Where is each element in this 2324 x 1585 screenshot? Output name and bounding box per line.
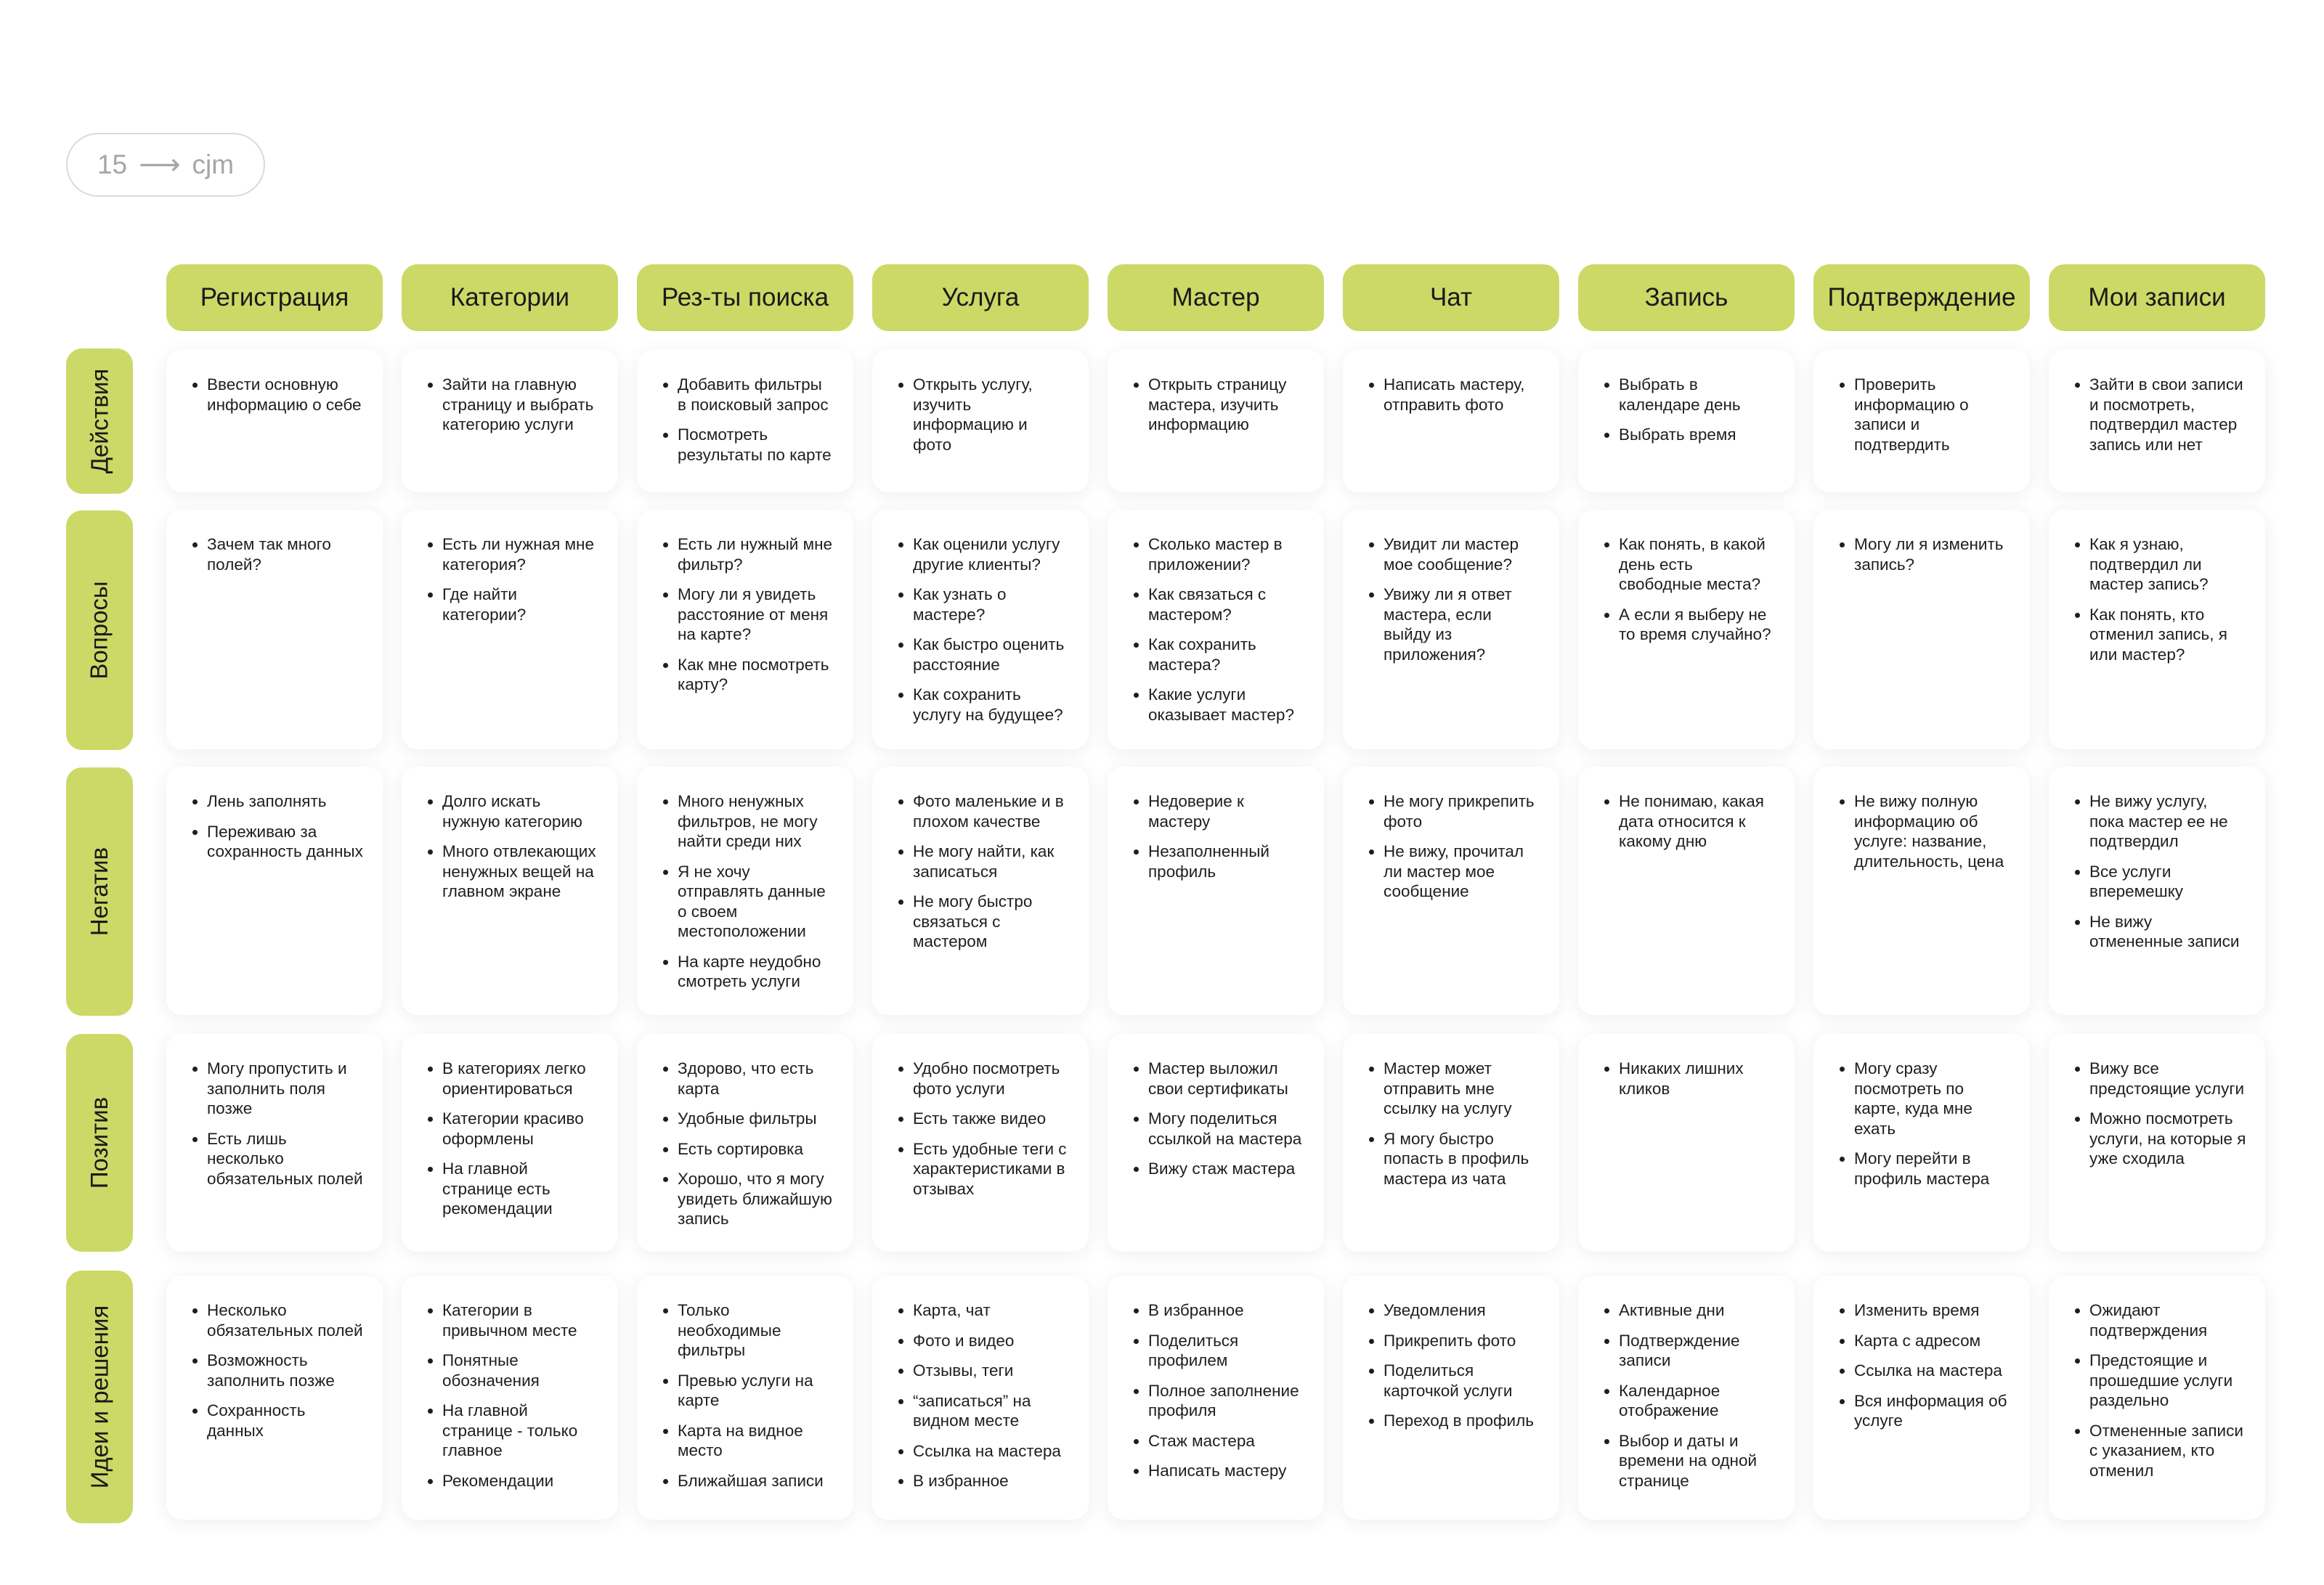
list-item: • Можно посмотреть услуги, на которые я уже сходила — [2089, 1109, 2246, 1169]
list-item: • Есть лишь несколько обязательных полей — [207, 1129, 364, 1189]
list-item: • Как мне посмотреть карту? — [678, 655, 834, 695]
list-item: • Мастер выложил свои сертификаты — [1148, 1059, 1305, 1099]
bullet-list — [1597, 375, 1776, 445]
list-item: • Как связаться с мастером? — [1148, 584, 1305, 624]
list-item: • Не вижу полную информацию об услуге: название, длительность, цена — [1854, 791, 2011, 871]
row-header-label: Негатив — [86, 847, 113, 937]
list-item: • В избранное — [1148, 1300, 1305, 1321]
column-header-booking: Запись — [1578, 264, 1795, 331]
cell-actions-my-bookings — [2049, 350, 2265, 492]
bullet-list — [185, 1300, 364, 1441]
cell-positive-service — [872, 1034, 1089, 1252]
list-item: • Фото и видео — [913, 1331, 1070, 1351]
list-item: • Недоверие к мастеру — [1148, 791, 1305, 831]
list-item: • Выбрать время — [1619, 425, 1776, 445]
bullet-list — [1126, 1059, 1305, 1179]
list-item: • Изменить время — [1854, 1300, 2011, 1321]
list-item: • Категории красиво оформлены — [442, 1109, 599, 1149]
list-item: • Как сохранить услугу на будущее? — [913, 685, 1070, 725]
list-item: • На главной странице - только главное — [442, 1401, 599, 1461]
list-item: • Как узнать о мастере? — [913, 584, 1070, 624]
cell-ideas-search-results — [637, 1276, 853, 1520]
arrow-right-icon: ⟶ — [139, 149, 181, 181]
list-item: • Какие услуги оказывает мастер? — [1148, 685, 1305, 725]
row-header-questions — [66, 510, 133, 750]
list-item: • Не вижу отмененные записи — [2089, 912, 2246, 952]
bullet-list — [1362, 1059, 1540, 1189]
list-item: • Есть удобные теги с характеристиками в отзывах — [913, 1139, 1070, 1199]
list-item: • Как понять, в какой день есть свободные места? — [1619, 534, 1776, 595]
list-item: • Полное заполнение профиля — [1148, 1381, 1305, 1421]
list-item: • А если я выберу не то время случайно? — [1619, 605, 1776, 645]
list-item: • Уведомления — [1384, 1300, 1540, 1321]
row-header-ideas — [66, 1271, 133, 1523]
cell-questions-categories — [402, 510, 618, 749]
list-item: • Вся информация об услуге — [1854, 1391, 2011, 1431]
list-item: • Календарное отображение — [1619, 1381, 1776, 1421]
cell-actions-master — [1108, 350, 1324, 492]
bullet-list — [185, 375, 364, 415]
row-header-label: Идеи и решения — [86, 1305, 113, 1489]
bullet-list — [891, 375, 1070, 455]
row-header-positive — [66, 1034, 133, 1252]
list-item: • Ввести основную информацию о себе — [207, 375, 364, 415]
cell-questions-registration — [166, 510, 383, 749]
list-item: • Увидит ли мастер мое сообщение? — [1384, 534, 1540, 574]
cell-negative-booking — [1578, 767, 1795, 1015]
row-header-actions — [66, 349, 133, 494]
bullet-list — [1597, 534, 1776, 645]
bullet-list — [656, 791, 834, 992]
column-header-master: Мастер — [1108, 264, 1324, 331]
list-item: • Карта, чат — [913, 1300, 1070, 1321]
cell-positive-categories — [402, 1034, 618, 1252]
list-item: • Написать мастеру — [1148, 1461, 1305, 1481]
cell-negative-service — [872, 767, 1089, 1015]
bullet-list — [656, 375, 834, 465]
list-item: • Подтверждение записи — [1619, 1331, 1776, 1371]
list-item: • Могу перейти в профиль мастера — [1854, 1149, 2011, 1189]
list-item: • Хорошо, что я могу увидеть ближайшую запись — [678, 1169, 834, 1229]
row-header-label: Вопросы — [86, 581, 113, 680]
list-item: • Ближайшая записи — [678, 1471, 834, 1491]
bullet-list — [1832, 375, 2011, 455]
column-header-confirmation: Подтверждение — [1813, 264, 2030, 331]
cell-negative-chat — [1343, 767, 1559, 1015]
column-header-chat: Чат — [1343, 264, 1559, 331]
cell-negative-confirmation — [1813, 767, 2030, 1015]
bullet-list — [1597, 791, 1776, 852]
list-item: • Долго искать нужную категорию — [442, 791, 599, 831]
bullet-list — [420, 375, 599, 435]
list-item: • Проверить информацию о записи и подтвердить — [1854, 375, 2011, 455]
list-item: • Фото маленькие и в плохом качестве — [913, 791, 1070, 831]
list-item: • Я не хочу отправлять данные о своем местоположении — [678, 862, 834, 942]
cell-negative-search-results — [637, 767, 853, 1015]
list-item: • Отзывы, теги — [913, 1361, 1070, 1381]
cell-positive-master — [1108, 1034, 1324, 1252]
list-item: • Есть ли нужная мне категория? — [442, 534, 599, 574]
list-item: • Не могу быстро связаться с мастером — [913, 892, 1070, 952]
list-item: • Карта на видное место — [678, 1421, 834, 1461]
bullet-list — [1597, 1059, 1776, 1099]
cell-negative-master — [1108, 767, 1324, 1015]
list-item: • Как быстро оценить расстояние — [913, 635, 1070, 675]
bullet-list — [891, 534, 1070, 725]
list-item: • Зачем так много полей? — [207, 534, 364, 574]
bullet-list — [891, 1300, 1070, 1491]
list-item: • Категории в привычном месте — [442, 1300, 599, 1340]
list-item: • Могу ли я увидеть расстояние от меня на карте? — [678, 584, 834, 645]
list-item: • Прикрепить фото — [1384, 1331, 1540, 1351]
list-item: • Зайти на главную страницу и выбрать категорию услуги — [442, 375, 599, 435]
list-item: • Я могу быстро попасть в профиль мастера из чата — [1384, 1129, 1540, 1189]
cell-questions-confirmation — [1813, 510, 2030, 749]
cell-ideas-booking — [1578, 1276, 1795, 1520]
cell-positive-confirmation — [1813, 1034, 2030, 1252]
bullet-list — [2068, 534, 2246, 664]
list-item: • Стаж мастера — [1148, 1431, 1305, 1451]
list-item: • Превью услуги на карте — [678, 1371, 834, 1411]
bullet-list — [1832, 534, 2011, 574]
cell-negative-categories — [402, 767, 618, 1015]
list-item: • Предстоящие и прошедшие услуги раздельно — [2089, 1350, 2246, 1411]
cell-actions-booking — [1578, 350, 1795, 492]
list-item: • Рекомендации — [442, 1471, 599, 1491]
cell-ideas-master — [1108, 1276, 1324, 1520]
list-item: • Где найти категории? — [442, 584, 599, 624]
list-item: • В избранное — [913, 1471, 1070, 1491]
list-item: • “записаться” на видном месте — [913, 1391, 1070, 1431]
cell-ideas-my-bookings — [2049, 1276, 2265, 1520]
list-item: • Могу пропустить и заполнить поля позже — [207, 1059, 364, 1119]
list-item: • Много отвлекающих ненужных вещей на главном экране — [442, 842, 599, 902]
cell-actions-service — [872, 350, 1089, 492]
bullet-list — [1362, 791, 1540, 902]
column-header-categories: Категории — [402, 264, 618, 331]
cell-actions-categories — [402, 350, 618, 492]
list-item: • Понятные обозначения — [442, 1350, 599, 1390]
row-header-negative — [66, 767, 133, 1016]
bullet-list — [1362, 375, 1540, 415]
column-header-my-bookings: Мои записи — [2049, 264, 2265, 331]
list-item: • Карта с адресом — [1854, 1331, 2011, 1351]
cell-ideas-confirmation — [1813, 1276, 2030, 1520]
bullet-list — [420, 534, 599, 624]
list-item: • Много ненужных фильтров, не могу найти среди них — [678, 791, 834, 852]
bullet-list — [1832, 791, 2011, 871]
bullet-list — [1597, 1300, 1776, 1491]
bullet-list — [2068, 375, 2246, 455]
list-item: • На главной странице есть рекомендации — [442, 1159, 599, 1219]
list-item: • Увижу ли я ответ мастера, если выйду из приложения? — [1384, 584, 1540, 664]
list-item: • Сохранность данных — [207, 1401, 364, 1441]
cell-positive-registration — [166, 1034, 383, 1252]
list-item: • Незаполненный профиль — [1148, 842, 1305, 881]
column-header-service: Услуга — [872, 264, 1089, 331]
bullet-list — [1126, 375, 1305, 435]
cell-positive-booking — [1578, 1034, 1795, 1252]
list-item: • Лень заполнять — [207, 791, 364, 812]
list-item: • Несколько обязательных полей — [207, 1300, 364, 1340]
page-section-label: cjm — [192, 150, 235, 179]
list-item: • Открыть страницу мастера, изучить информацию — [1148, 375, 1305, 435]
bullet-list — [656, 534, 834, 695]
list-item: • Не могу найти, как записаться — [913, 842, 1070, 881]
column-header-search-results: Рез-ты поиска — [637, 264, 853, 331]
list-item: • В категориях легко ориентироваться — [442, 1059, 599, 1099]
cell-questions-my-bookings — [2049, 510, 2265, 749]
cell-positive-chat — [1343, 1034, 1559, 1252]
cell-actions-chat — [1343, 350, 1559, 492]
list-item: • Вижу все предстоящие услуги — [2089, 1059, 2246, 1099]
page-badge — [66, 133, 265, 197]
bullet-list — [1832, 1300, 2011, 1431]
list-item: • Открыть услугу, изучить информацию и фото — [913, 375, 1070, 455]
list-item: • Сколько мастер в приложении? — [1148, 534, 1305, 574]
list-item: • Никаких лишних кликов — [1619, 1059, 1776, 1099]
list-item: • Есть сортировка — [678, 1139, 834, 1160]
list-item: • Не вижу услугу, пока мастер ее не подтвердил — [2089, 791, 2246, 852]
list-item: • Ожидают подтверждения — [2089, 1300, 2246, 1340]
list-item: • Переход в профиль — [1384, 1411, 1540, 1431]
list-item: • Как понять, кто отменил запись, я или мастер? — [2089, 605, 2246, 665]
list-item: • Мастер может отправить мне ссылку на услугу — [1384, 1059, 1540, 1119]
cell-positive-my-bookings — [2049, 1034, 2265, 1252]
list-item: • Ссылка на мастера — [1854, 1361, 2011, 1381]
list-item: • Только необходимые фильтры — [678, 1300, 834, 1361]
bullet-list — [420, 1059, 599, 1219]
list-item: • Добавить фильтры в поисковый запрос — [678, 375, 834, 415]
list-item: • Не могу прикрепить фото — [1384, 791, 1540, 831]
bullet-list — [185, 1059, 364, 1189]
list-item: • Могу поделиться ссылкой на мастера — [1148, 1109, 1305, 1149]
cell-ideas-service — [872, 1276, 1089, 1520]
bullet-list — [1126, 1300, 1305, 1481]
list-item: • Как я узнаю, подтвердил ли мастер запись? — [2089, 534, 2246, 595]
list-item: • Все услуги вперемешку — [2089, 862, 2246, 902]
list-item: • Удобно посмотреть фото услуги — [913, 1059, 1070, 1099]
list-item: • Выбрать в календаре день — [1619, 375, 1776, 415]
bullet-list — [656, 1300, 834, 1491]
column-header-registration: Регистрация — [166, 264, 383, 331]
cell-ideas-registration — [166, 1276, 383, 1520]
cell-negative-registration — [166, 767, 383, 1015]
list-item: • Могу сразу посмотреть по карте, куда мне ехать — [1854, 1059, 2011, 1138]
list-item: • Поделиться профилем — [1148, 1331, 1305, 1371]
list-item: • Здорово, что есть карта — [678, 1059, 834, 1099]
bullet-list — [420, 791, 599, 902]
bullet-list — [1362, 1300, 1540, 1431]
bullet-list — [2068, 791, 2246, 952]
list-item: • Посмотреть результаты по карте — [678, 425, 834, 465]
cell-questions-booking — [1578, 510, 1795, 749]
bullet-list — [656, 1059, 834, 1229]
list-item: • Зайти в свои записи и посмотреть, подтвердил мастер запись или нет — [2089, 375, 2246, 455]
list-item: • Вижу стаж мастера — [1148, 1159, 1305, 1179]
cell-questions-chat — [1343, 510, 1559, 749]
list-item: • На карте неудобно смотреть услуги — [678, 952, 834, 992]
cell-questions-master — [1108, 510, 1324, 749]
bullet-list — [420, 1300, 599, 1491]
list-item: • Есть ли нужный мне фильтр? — [678, 534, 834, 574]
cell-actions-registration — [166, 350, 383, 492]
bullet-list — [2068, 1059, 2246, 1169]
bullet-list — [2068, 1300, 2246, 1480]
list-item: • Есть также видео — [913, 1109, 1070, 1129]
bullet-list — [1832, 1059, 2011, 1189]
bullet-list — [1126, 534, 1305, 725]
list-item: • Как сохранить мастера? — [1148, 635, 1305, 675]
cell-negative-my-bookings — [2049, 767, 2265, 1015]
list-item: • Активные дни — [1619, 1300, 1776, 1321]
list-item: • Отмененные записи с указанием, кто отменил — [2089, 1421, 2246, 1481]
list-item: • Поделиться карточкой услуги — [1384, 1361, 1540, 1401]
bullet-list — [891, 1059, 1070, 1199]
list-item: • Не вижу, прочитал ли мастер мое сообщение — [1384, 842, 1540, 902]
list-item: • Возможность заполнить позже — [207, 1350, 364, 1390]
cell-actions-search-results — [637, 350, 853, 492]
list-item: • Могу ли я изменить запись? — [1854, 534, 2011, 574]
row-header-label: Действия — [86, 368, 113, 474]
bullet-list — [891, 791, 1070, 952]
bullet-list — [185, 534, 364, 574]
cell-actions-confirmation — [1813, 350, 2030, 492]
list-item: • Как оценили услугу другие клиенты? — [913, 534, 1070, 574]
bullet-list — [185, 791, 364, 862]
list-item: • Не понимаю, какая дата относится к какому дню — [1619, 791, 1776, 852]
list-item: • Ссылка на мастера — [913, 1441, 1070, 1462]
list-item: • Написать мастеру, отправить фото — [1384, 375, 1540, 415]
list-item: • Выбор и даты и времени на одной странице — [1619, 1431, 1776, 1491]
list-item: • Удобные фильтры — [678, 1109, 834, 1129]
cell-positive-search-results — [637, 1034, 853, 1252]
list-item: • Переживаю за сохранность данных — [207, 822, 364, 862]
bullet-list — [1126, 791, 1305, 881]
cell-ideas-chat — [1343, 1276, 1559, 1520]
cell-questions-service — [872, 510, 1089, 749]
bullet-list — [1362, 534, 1540, 664]
cell-questions-search-results — [637, 510, 853, 749]
row-header-label: Позитив — [86, 1096, 113, 1189]
page-number: 15 — [97, 150, 128, 179]
cell-ideas-categories — [402, 1276, 618, 1520]
